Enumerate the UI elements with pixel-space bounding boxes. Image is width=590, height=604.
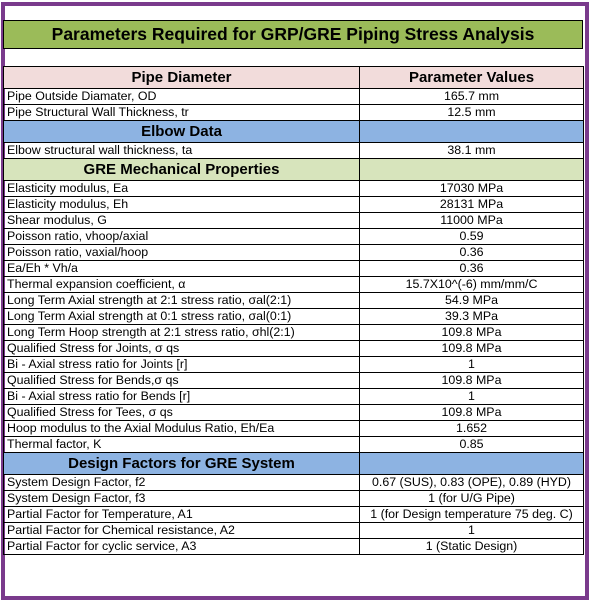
parameter-value: 28131 MPa [360,197,584,213]
parameter-label: Pipe Outside Diamater, OD [4,89,360,105]
parameter-value: 54.9 MPa [360,293,584,309]
parameter-value: 0.59 [360,229,584,245]
table-row [4,373,584,389]
section-value-header [360,121,584,143]
section-title: GRE Mechanical Properties [4,159,360,181]
section-header-row [4,121,584,143]
section-value-header: Parameter Values [360,67,584,89]
parameter-label: Elbow structural wall thickness, ta [4,143,360,159]
table-row [4,405,584,421]
parameter-label: Long Term Axial strength at 2:1 stress ratio, σal(2:1) [4,293,360,309]
section-title: Pipe Diameter [4,67,360,89]
parameter-label: Thermal expansion coefficient, α [4,277,360,293]
parameter-value: 109.8 MPa [360,405,584,421]
parameter-label: Elasticity modulus, Ea [4,181,360,197]
parameter-value: 1 [360,523,584,539]
table-row [4,309,584,325]
table-row [4,421,584,437]
parameter-value: 15.7X10^(-6) mm/mm/C [360,277,584,293]
table-row [4,213,584,229]
parameter-label: Partial Factor for cyclic service, A3 [4,539,360,555]
parameter-value: 0.36 [360,245,584,261]
parameter-value: 39.3 MPa [360,309,584,325]
parameter-value: 12.5 mm [360,105,584,121]
parameter-label: Pipe Structural Wall Thickness, tr [4,105,360,121]
section-value-header [360,159,584,181]
parameter-label: Hoop modulus to the Axial Modulus Ratio, Eh/Ea [4,421,360,437]
table-row [4,357,584,373]
table-row [4,143,584,159]
table-row [4,523,584,539]
parameter-value: 38.1 mm [360,143,584,159]
parameter-value: 1 (for Design temperature 75 deg. C) [360,507,584,523]
parameter-value: 0.67 (SUS), 0.83 (OPE), 0.89 (HYD) [360,475,584,491]
table-row [4,325,584,341]
table-row [4,197,584,213]
parameter-label: Shear modulus, G [4,213,360,229]
parameter-label: Long Term Hoop strength at 2:1 stress ratio, σhl(2:1) [4,325,360,341]
parameter-label: Poisson ratio, vaxial/hoop [4,245,360,261]
table-row [4,105,584,121]
parameter-label: Qualified Stress for Tees, σ qs [4,405,360,421]
table-row [4,181,584,197]
table-row [4,89,584,105]
parameter-value: 165.7 mm [360,89,584,105]
parameter-label: Partial Factor for Temperature, A1 [4,507,360,523]
parameter-value: 1.652 [360,421,584,437]
parameter-label: System Design Factor, f2 [4,475,360,491]
parameter-value: 1 (for U/G Pipe) [360,491,584,507]
parameter-label: Partial Factor for Chemical resistance, A2 [4,523,360,539]
parameter-label: Long Term Axial strength at 0:1 stress ratio, σal(0:1) [4,309,360,325]
page-title: Parameters Required for GRP/GRE Piping Stress Analysis [3,20,583,49]
table-row [4,277,584,293]
table-row [4,229,584,245]
parameter-value: 1 (Static Design) [360,539,584,555]
table-row [4,475,584,491]
section-header-row [4,159,584,181]
parameter-value: 109.8 MPa [360,341,584,357]
parameter-label: System Design Factor, f3 [4,491,360,507]
parameter-label: Elasticity modulus, Eh [4,197,360,213]
parameter-value: 0.36 [360,261,584,277]
parameter-label: Ea/Eh * Vh/a [4,261,360,277]
parameter-label: Thermal factor, K [4,437,360,453]
table-row [4,261,584,277]
parameter-value: 109.8 MPa [360,373,584,389]
parameter-value: 0.85 [360,437,584,453]
parameter-label: Bi - Axial stress ratio for Bends [r] [4,389,360,405]
parameter-label: Bi - Axial stress ratio for Joints [r] [4,357,360,373]
table-row [4,389,584,405]
parameter-value: 17030 MPa [360,181,584,197]
table-row [4,491,584,507]
parameter-label: Qualified Stress for Bends,σ qs [4,373,360,389]
section-value-header [360,453,584,475]
parameter-value: 109.8 MPa [360,325,584,341]
section-header-row [4,67,584,89]
table-row [4,293,584,309]
parameter-label: Poisson ratio, vhoop/axial [4,229,360,245]
section-header-row [4,453,584,475]
parameter-value: 1 [360,389,584,405]
parameter-value: 11000 MPa [360,213,584,229]
table-row [4,341,584,357]
section-title: Design Factors for GRE System [4,453,360,475]
parameter-label: Qualified Stress for Joints, σ qs [4,341,360,357]
parameter-value: 1 [360,357,584,373]
section-title: Elbow Data [4,121,360,143]
table-row [4,507,584,523]
table-row [4,539,584,555]
parameters-table [3,66,584,555]
table-row [4,437,584,453]
table-row [4,245,584,261]
